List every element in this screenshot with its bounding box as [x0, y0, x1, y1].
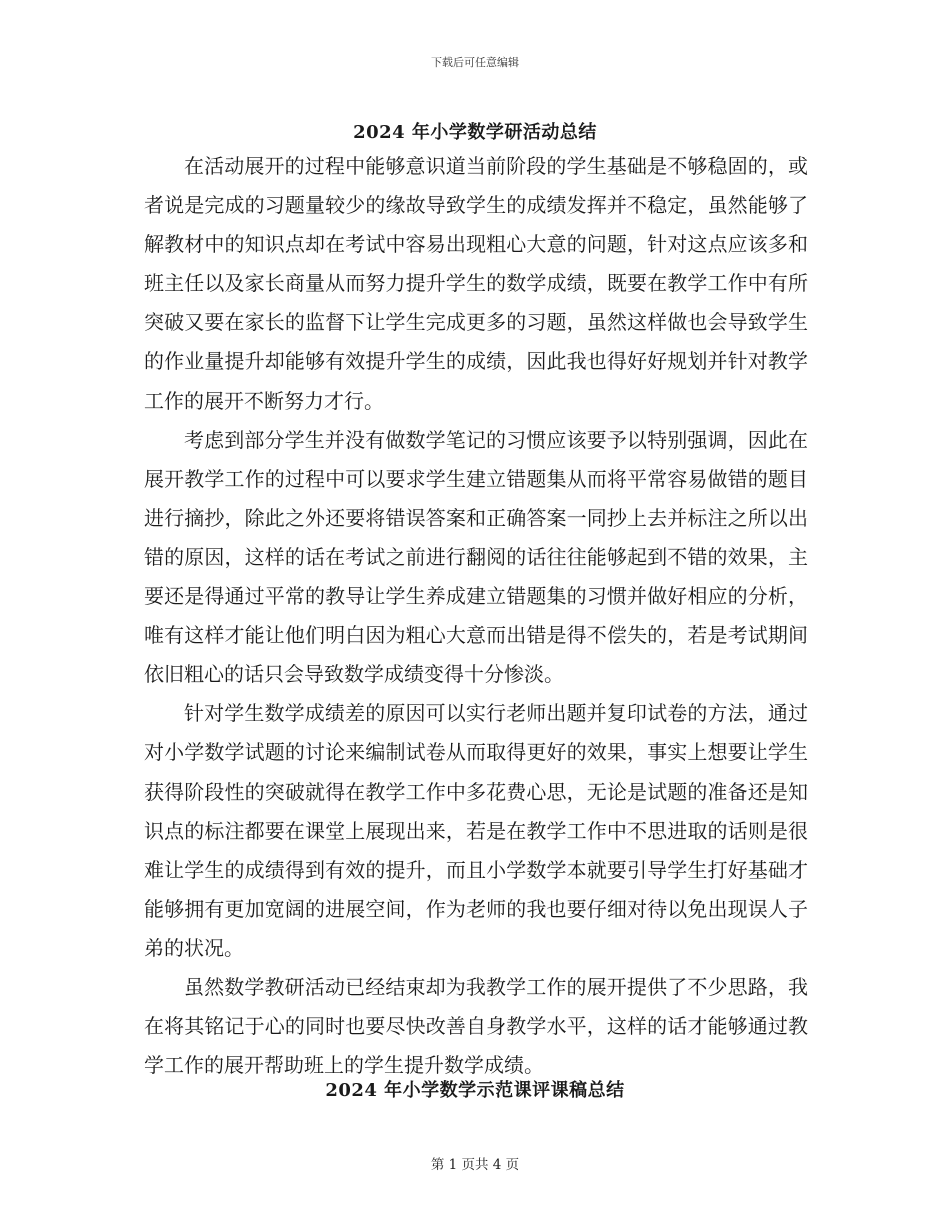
body-paragraph-3: 针对学生数学成绩差的原因可以实行老师出题并复印试卷的方法，通过对小学数学试题的讨论来编制试卷从而取得更好的效果，事实上想要让学生获得阶段性的突破就得在教学工作中多花费心思，无论是试题的准备还是知识点的标注都要在课堂上展现出来，若是在教学工作中不思进取的话则是很难让学生的成绩得到有效的提升，而且小学数学本就要引导学生打好基础才能够拥有更加宽阔的进展空间，作为老师的我也要仔细对待以免出现误人子弟的状况。 — [144, 701, 808, 960]
document-title: 2024 年小学数学研活动总结 — [353, 122, 597, 143]
page-footer-number: 第 1 页共 4 页 — [430, 1157, 520, 1173]
body-paragraph-4: 虽然数学教研活动已经结束却为我教学工作的展开提供了不少思路，我在将其铭记于心的同时也要尽快改善自身教学水平，这样的话才能够通过教学工作的展开帮助班上的学生提升数学成绩。 — [144, 974, 808, 1078]
page-header-note: 下载后可任意编辑 — [431, 56, 519, 69]
body-paragraph-1: 在活动展开的过程中能够意识道当前阶段的学生基础是不够稳固的，或者说是完成的习题量较少的缘故导致学生的成绩发挥并不稳定，虽然能够了解教材中的知识点却在考试中容易出现粗心大意的问题，针对这点应该多和班主任以及家长商量从而努力提升学生的数学成绩，既要在教学工作中有所突破又要在家长的监督下让学生完成更多的习题，虽然这样做也会导致学生的作业量提升却能够有效提升学生的成绩，因此我也得好好规划并针对教学工作的展开不断努力才行。 — [144, 154, 808, 413]
body-paragraph-2: 考虑到部分学生并没有做数学笔记的习惯应该要予以特别强调，因此在展开教学工作的过程中可以要求学生建立错题集从而将平常容易做错的题目进行摘抄，除此之外还要将错误答案和正确答案一同抄上去并标注之所以出错的原因，这样的话在考试之前进行翻阅的话往往能够起到不错的效果，主要还是得通过平常的教导让学生养成建立错题集的习惯并做好相应的分析，唯有这样才能让他们明白因为粗心大意而出错是得不偿失的，若是考试期间依旧粗心的话只会导致数学成绩变得十分惨淡。 — [144, 427, 808, 687]
next-section-title: 2024 年小学数学示范课评课稿总结 — [325, 1080, 625, 1101]
document-body — [144, 147, 808, 1085]
